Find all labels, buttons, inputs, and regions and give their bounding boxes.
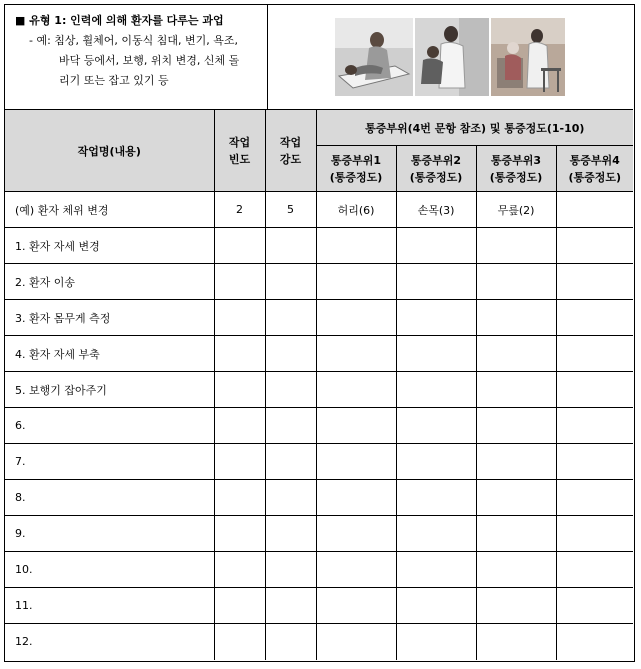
- task-cell: (예) 환자 체위 변경: [5, 192, 214, 228]
- patient-handling-photo-1: [335, 18, 413, 96]
- frequency-cell[interactable]: [214, 588, 265, 624]
- pain-1-cell[interactable]: [316, 480, 396, 516]
- table-row: [5, 408, 633, 444]
- task-cell: 12.: [5, 624, 214, 660]
- table-row: [5, 300, 633, 336]
- pain-1-cell[interactable]: [316, 624, 396, 660]
- pain-3-cell[interactable]: [476, 264, 556, 300]
- frequency-cell[interactable]: [214, 372, 265, 408]
- pain-3-cell[interactable]: [476, 300, 556, 336]
- pain-1-cell[interactable]: [316, 516, 396, 552]
- table-row: [5, 264, 633, 300]
- pain-4-cell[interactable]: [556, 588, 633, 624]
- frequency-cell[interactable]: [214, 264, 265, 300]
- table-row: [5, 588, 633, 624]
- table-row: [5, 372, 633, 408]
- table-row: [5, 516, 633, 552]
- pain-3-cell[interactable]: [476, 372, 556, 408]
- pain-1-cell[interactable]: [316, 408, 396, 444]
- task-type-description: [15, 11, 265, 91]
- pain-3-cell[interactable]: [476, 516, 556, 552]
- task-type-examples: [15, 31, 265, 91]
- example-line-3: 리기 또는 잡고 있기 등: [59, 74, 169, 87]
- pain-2-cell[interactable]: [396, 444, 476, 480]
- patient-handling-photo-2: [415, 18, 489, 96]
- task-cell: 1. 환자 자세 변경: [5, 228, 214, 264]
- example-line-2: 바닥 등에서, 보행, 위치 변경, 신체 돌: [59, 54, 240, 67]
- column-header-pain-4: 통증부위4 (통증정도): [556, 146, 633, 192]
- column-header-pain-2: 통증부위2 (통증정도): [396, 146, 476, 192]
- pain-2-cell[interactable]: [396, 264, 476, 300]
- header-divider: [267, 5, 268, 109]
- intensity-cell[interactable]: [265, 336, 316, 372]
- task-type-title: ■ 유형 1: 인력에 의해 환자를 다루는 과업: [15, 14, 224, 27]
- pain-1-cell[interactable]: [316, 588, 396, 624]
- table-row: [5, 444, 633, 480]
- frequency-cell[interactable]: [214, 624, 265, 660]
- pain-1-cell[interactable]: [316, 336, 396, 372]
- intensity-cell[interactable]: [265, 300, 316, 336]
- pain-3-cell[interactable]: [476, 552, 556, 588]
- column-header-pain-1: 통증부위1 (통증정도): [316, 146, 396, 192]
- pain-4-cell: [556, 192, 633, 228]
- pain-3-cell[interactable]: [476, 336, 556, 372]
- task-cell: 10.: [5, 552, 214, 588]
- frequency-cell[interactable]: [214, 516, 265, 552]
- intensity-cell[interactable]: [265, 480, 316, 516]
- pain-4-cell[interactable]: [556, 372, 633, 408]
- table-row: [5, 336, 633, 372]
- pain-1-cell: 허리(6): [316, 192, 396, 228]
- pain-4-cell[interactable]: [556, 300, 633, 336]
- intensity-cell[interactable]: [265, 228, 316, 264]
- pain-4-cell[interactable]: [556, 444, 633, 480]
- intensity-cell[interactable]: [265, 624, 316, 660]
- pain-4-cell[interactable]: [556, 264, 633, 300]
- intensity-cell[interactable]: [265, 408, 316, 444]
- table-row: [5, 192, 633, 228]
- frequency-cell[interactable]: [214, 444, 265, 480]
- pain-1-cell[interactable]: [316, 228, 396, 264]
- pain-2-cell[interactable]: [396, 228, 476, 264]
- table-row: [5, 552, 633, 588]
- pain-2-cell[interactable]: [396, 588, 476, 624]
- intensity-cell[interactable]: [265, 516, 316, 552]
- intensity-cell[interactable]: [265, 552, 316, 588]
- pain-4-cell[interactable]: [556, 552, 633, 588]
- column-header-task: 작업명(내용): [5, 110, 214, 192]
- pain-2-cell[interactable]: [396, 516, 476, 552]
- illustration-photos: [335, 18, 565, 96]
- pain-1-cell[interactable]: [316, 300, 396, 336]
- intensity-cell[interactable]: [265, 372, 316, 408]
- intensity-cell[interactable]: [265, 588, 316, 624]
- intensity-cell[interactable]: [265, 444, 316, 480]
- table-row: [5, 480, 633, 516]
- task-cell: 7.: [5, 444, 214, 480]
- column-header-frequency: 작업 빈도: [214, 110, 265, 192]
- pain-1-cell[interactable]: [316, 264, 396, 300]
- task-cell: 4. 환자 자세 부축: [5, 336, 214, 372]
- task-cell: 5. 보행기 잡아주기: [5, 372, 214, 408]
- pain-4-cell[interactable]: [556, 408, 633, 444]
- task-cell: 9.: [5, 516, 214, 552]
- pain-2-cell[interactable]: [396, 480, 476, 516]
- pain-1-cell[interactable]: [316, 372, 396, 408]
- frequency-cell: 2: [214, 192, 265, 228]
- pain-2-cell[interactable]: [396, 336, 476, 372]
- intensity-cell: 5: [265, 192, 316, 228]
- pain-1-cell[interactable]: [316, 444, 396, 480]
- pain-2-cell[interactable]: [396, 300, 476, 336]
- pain-3-cell[interactable]: [476, 588, 556, 624]
- pain-4-cell[interactable]: [556, 516, 633, 552]
- pain-4-cell[interactable]: [556, 624, 633, 660]
- pain-4-cell[interactable]: [556, 336, 633, 372]
- task-cell: 3. 환자 몸무게 측정: [5, 300, 214, 336]
- frequency-cell[interactable]: [214, 408, 265, 444]
- pain-2-cell: 손목(3): [396, 192, 476, 228]
- frequency-cell[interactable]: [214, 228, 265, 264]
- pain-2-cell[interactable]: [396, 372, 476, 408]
- pain-4-cell[interactable]: [556, 228, 633, 264]
- pain-4-cell[interactable]: [556, 480, 633, 516]
- column-header-pain-group: 통증부위(4번 문항 참조) 및 통증정도(1-10): [316, 110, 633, 146]
- pain-2-cell[interactable]: [396, 624, 476, 660]
- pain-2-cell[interactable]: [396, 552, 476, 588]
- table-row: [5, 228, 633, 264]
- task-cell: 2. 환자 이송: [5, 264, 214, 300]
- pain-2-cell[interactable]: [396, 408, 476, 444]
- pain-3-cell[interactable]: [476, 228, 556, 264]
- column-header-intensity: 작업 강도: [265, 110, 316, 192]
- survey-sheet: [4, 4, 635, 662]
- pain-3-cell[interactable]: [476, 480, 556, 516]
- pain-3-cell: 무릎(2): [476, 192, 556, 228]
- task-cell: 11.: [5, 588, 214, 624]
- column-header-pain-3: 통증부위3 (통증정도): [476, 146, 556, 192]
- intensity-cell[interactable]: [265, 264, 316, 300]
- task-type-header: [5, 5, 633, 110]
- patient-handling-photo-3: [491, 18, 565, 96]
- example-line-1: - 예: 침상, 휠체어, 이동식 침대, 변기, 욕조,: [29, 34, 239, 47]
- frequency-cell[interactable]: [214, 480, 265, 516]
- table-row: [5, 624, 633, 660]
- pain-3-cell[interactable]: [476, 624, 556, 660]
- frequency-cell[interactable]: [214, 300, 265, 336]
- frequency-cell[interactable]: [214, 336, 265, 372]
- frequency-cell[interactable]: [214, 552, 265, 588]
- pain-3-cell[interactable]: [476, 444, 556, 480]
- pain-3-cell[interactable]: [476, 408, 556, 444]
- task-cell: 8.: [5, 480, 214, 516]
- pain-1-cell[interactable]: [316, 552, 396, 588]
- task-cell: 6.: [5, 408, 214, 444]
- task-pain-table: [5, 109, 633, 660]
